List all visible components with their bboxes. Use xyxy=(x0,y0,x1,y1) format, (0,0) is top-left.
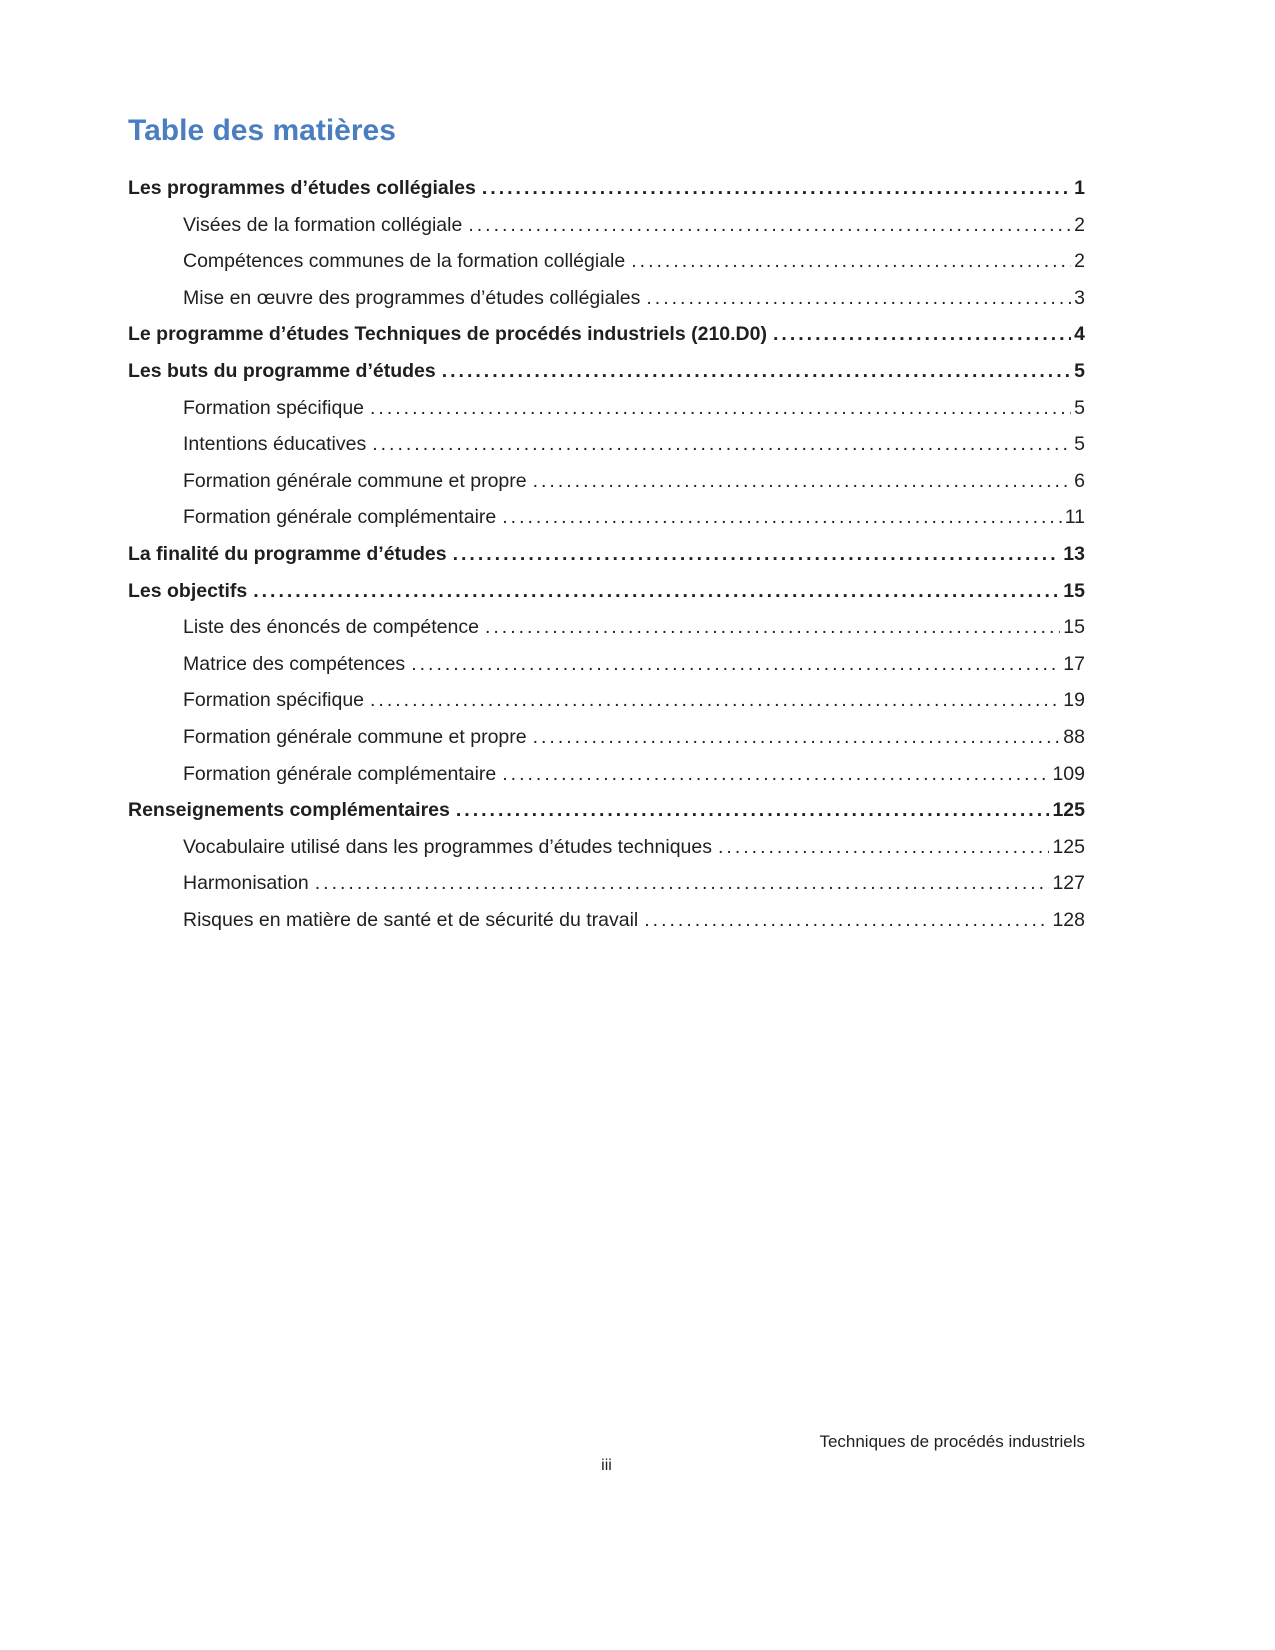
toc-entry-label: Formation générale commune et propre xyxy=(183,725,527,748)
toc-entry-label: Harmonisation xyxy=(183,872,309,895)
toc-entry xyxy=(128,682,1085,719)
toc-leader-dots xyxy=(646,280,1071,317)
toc-entry xyxy=(128,390,1085,427)
toc-entry xyxy=(128,499,1085,536)
toc-leader-dots xyxy=(453,536,1061,573)
toc-leader-dots xyxy=(315,865,1050,902)
toc-entry-label: Mise en œuvre des programmes d’études collégiales xyxy=(183,286,641,309)
toc-leader-dots xyxy=(718,829,1049,866)
toc-entry-label: Formation générale commune et propre xyxy=(183,469,527,492)
toc-entry-label: Matrice des compétences xyxy=(183,652,406,675)
toc-entry xyxy=(128,170,1085,207)
toc-entry-page: 17 xyxy=(1063,652,1085,675)
toc-entry-page: 2 xyxy=(1074,213,1085,236)
toc-leader-dots xyxy=(456,792,1050,829)
toc-entry xyxy=(128,646,1085,683)
toc-entry-page: 125 xyxy=(1052,835,1085,858)
toc-entry-label: Les programmes d’études collégiales xyxy=(128,177,476,199)
toc-entry-page: 6 xyxy=(1074,469,1085,492)
toc-entry-label: Compétences communes de la formation collégiale xyxy=(183,250,626,273)
toc-entry-label: Formation générale complémentaire xyxy=(183,506,497,529)
toc-entry-page: 5 xyxy=(1074,359,1085,382)
toc-leader-dots xyxy=(411,646,1060,683)
toc-entry xyxy=(128,609,1085,646)
toc-entry-page: 4 xyxy=(1074,323,1085,346)
toc-leader-dots xyxy=(372,426,1071,463)
toc-entry-page: 128 xyxy=(1052,908,1085,931)
toc-entry xyxy=(128,536,1085,573)
toc-leader-dots xyxy=(773,316,1071,353)
page-content xyxy=(128,112,1085,938)
toc-entry xyxy=(128,316,1085,353)
toc-entry-page: 109 xyxy=(1052,762,1085,785)
toc-entry-page: 125 xyxy=(1052,799,1085,822)
toc-entry-label: Les buts du programme d’études xyxy=(128,359,436,382)
toc-entry-label: Visées de la formation collégiale xyxy=(183,213,463,236)
toc-entry-label: Le programme d’études Techniques de procédés industriels (210.D0) xyxy=(128,323,767,346)
toc-entry xyxy=(128,353,1085,390)
toc-leader-dots xyxy=(485,609,1060,646)
toc-entry-label: Formation spécifique xyxy=(183,689,365,712)
toc-leader-dots xyxy=(502,499,1062,536)
toc-list xyxy=(128,170,1085,938)
toc-leader-dots xyxy=(631,243,1071,280)
toc-entry-page: 5 xyxy=(1074,433,1085,456)
toc-entry xyxy=(128,426,1085,463)
toc-leader-dots xyxy=(482,170,1071,207)
toc-entry xyxy=(128,463,1085,500)
toc-entry-label: Liste des énoncés de compétence xyxy=(183,616,479,639)
toc-entry xyxy=(128,207,1085,244)
toc-entry-label: Renseignements complémentaires xyxy=(128,799,450,822)
toc-entry-label: Formation générale complémentaire xyxy=(183,762,497,785)
toc-leader-dots xyxy=(370,390,1071,427)
toc-entry-label: Intentions éducatives xyxy=(183,433,367,456)
toc-entry-page: 15 xyxy=(1063,579,1085,602)
toc-leader-dots xyxy=(468,207,1071,244)
toc-entry-page: 88 xyxy=(1063,725,1085,748)
toc-entry-label: Risques en matière de santé et de sécurité du travail xyxy=(183,908,639,931)
toc-entry xyxy=(128,829,1085,866)
toc-entry-page: 1 xyxy=(1074,177,1085,199)
toc-leader-dots xyxy=(370,682,1060,719)
toc-entry xyxy=(128,243,1085,280)
toc-leader-dots xyxy=(442,353,1071,390)
toc-entry-page: 11 xyxy=(1064,506,1085,529)
toc-entry-page: 3 xyxy=(1074,286,1085,309)
toc-entry-page: 2 xyxy=(1074,250,1085,273)
toc-entry-page: 5 xyxy=(1074,396,1085,419)
toc-leader-dots xyxy=(644,902,1049,939)
toc-leader-dots xyxy=(253,573,1060,610)
toc-entry-label: Les objectifs xyxy=(128,579,248,602)
toc-entry-page: 15 xyxy=(1063,616,1085,639)
toc-entry-page: 13 xyxy=(1063,542,1085,565)
toc-leader-dots xyxy=(533,719,1061,756)
toc-entry-label: Vocabulaire utilisé dans les programmes d’études techniques xyxy=(183,835,712,858)
toc-entry xyxy=(128,792,1085,829)
toc-entry xyxy=(128,756,1085,793)
toc-entry xyxy=(128,902,1085,939)
page-title: Table des matières xyxy=(128,114,396,147)
toc-entry xyxy=(128,719,1085,756)
toc-leader-dots xyxy=(533,463,1072,500)
toc-entry-label: La finalité du programme d’études xyxy=(128,542,447,565)
toc-entry-page: 19 xyxy=(1063,689,1085,712)
toc-leader-dots xyxy=(502,756,1049,793)
toc-entry-label: Formation spécifique xyxy=(183,396,365,419)
toc-entry xyxy=(128,280,1085,317)
footer-document-title: Techniques de procédés industriels xyxy=(819,1432,1085,1451)
toc-entry xyxy=(128,865,1085,902)
toc-entry-page: 127 xyxy=(1052,872,1085,895)
footer-page-number: iii xyxy=(601,1457,612,1474)
toc-entry xyxy=(128,573,1085,610)
